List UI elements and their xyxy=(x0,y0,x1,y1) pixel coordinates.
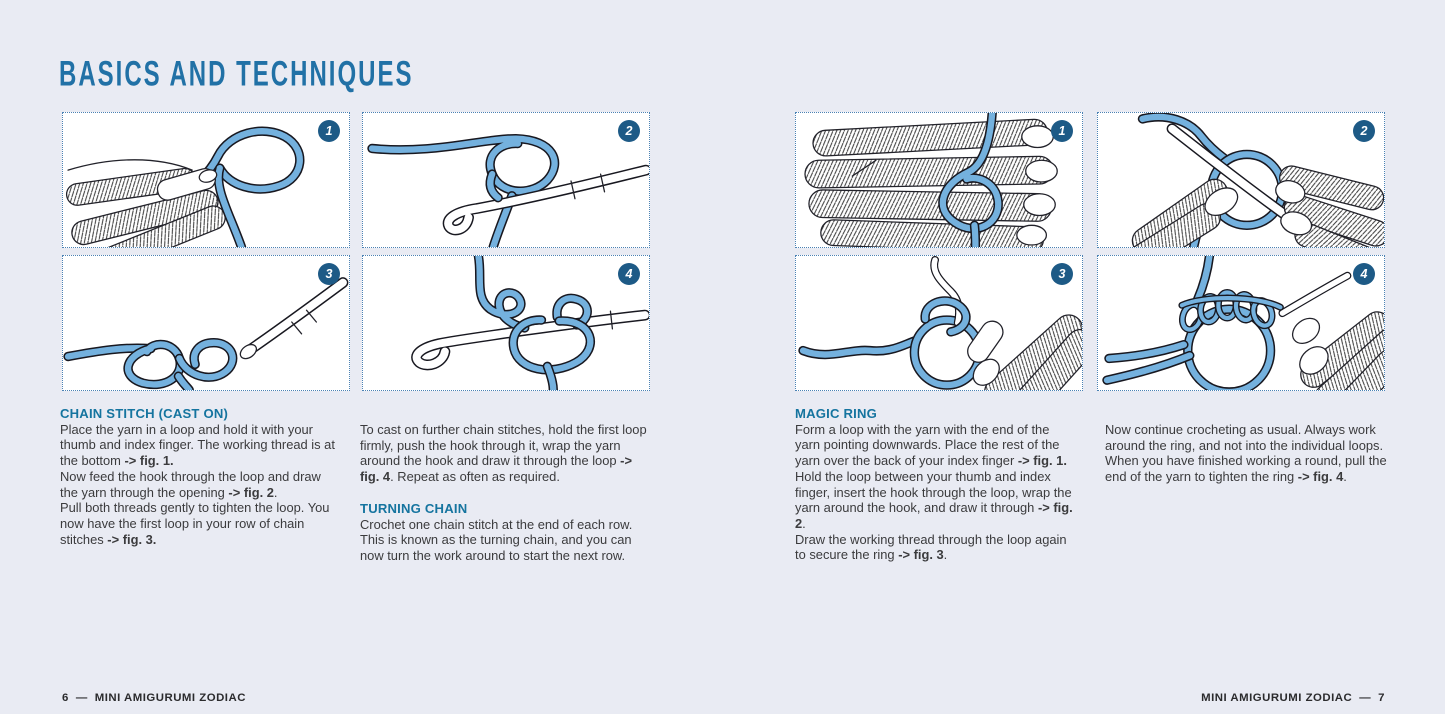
page-title: BASICS AND TECHNIQUES xyxy=(59,55,414,95)
figure-number-badge: 2 xyxy=(618,120,640,142)
figure-number-badge: 1 xyxy=(318,120,340,142)
footer-left xyxy=(62,692,246,704)
figure-panel-magic-ring-3 xyxy=(795,255,1083,391)
figure-panel-chain-stitch-2 xyxy=(362,112,650,248)
yarn-over-index-finger-illustration xyxy=(796,113,1082,247)
figure-number-badge: 4 xyxy=(1353,263,1375,285)
working-thread-through-loop-illustration xyxy=(796,256,1082,390)
paragraph: Pull both threads gently to tighten the loop. You now have the first loop in your row of chain stitches -> fig. 3. xyxy=(60,500,330,547)
page-bottom-strip xyxy=(0,714,1445,723)
yarn-wrapped-on-hook-illustration xyxy=(363,256,649,390)
column-magic-ring-continued xyxy=(1105,406,1395,485)
figure-number-badge: 1 xyxy=(1051,120,1073,142)
yarn-loop-in-hand-illustration xyxy=(63,113,349,247)
figure-number-badge: 2 xyxy=(1353,120,1375,142)
finished-magic-ring-illustration xyxy=(1098,256,1384,390)
paragraph: To cast on further chain stitches, hold the first loop firmly, push the hook through it, wrap the yarn around the hook and draw it through the loop -> fig. 4. Repeat as often as required. xyxy=(360,422,647,485)
hook-through-ring-two-hands-illustration xyxy=(1098,113,1384,247)
paragraph: Place the yarn in a loop and hold it with your thumb and index finger. The working thread is at the bottom -> fig. 1. xyxy=(60,421,335,469)
figure-number-badge: 3 xyxy=(318,263,340,285)
paragraph: Now continue crocheting as usual. Always work around the ring, and not into the individual loops. When you have finished working a round, pull the end of the yarn to tighten the ring -> fig. 4. xyxy=(1105,422,1387,485)
figure-panel-magic-ring-2 xyxy=(1097,112,1385,248)
figure-panel-chain-stitch-4 xyxy=(362,255,650,391)
footer-right xyxy=(1201,692,1385,704)
paragraph: Crochet one chain stitch at the end of each row. This is known as the turning chain, and you can now turn the work around to start the next row. xyxy=(360,516,633,563)
section-heading: MAGIC RING xyxy=(795,406,878,421)
page-number-left: 6 xyxy=(62,692,69,704)
paragraph: Draw the working thread through the loop again to secure the ring -> fig. 3. xyxy=(795,531,1067,563)
paragraph: Now feed the hook through the loop and draw the yarn through the opening -> fig. 2. xyxy=(60,468,321,500)
paragraph: Form a loop with the yarn with the end of the yarn pointing downwards. Place the rest of the yarn over the back of your index finger -> fig. 1. xyxy=(795,421,1067,469)
page-number-right: 7 xyxy=(1378,692,1385,704)
section-heading: TURNING CHAIN xyxy=(360,500,468,516)
figure-panel-magic-ring-1 xyxy=(795,112,1083,248)
section-heading: CHAIN STITCH (CAST ON) xyxy=(60,406,229,421)
column-chain-stitch-continued xyxy=(360,406,652,564)
figure-panel-chain-stitch-3 xyxy=(62,255,350,391)
figure-panel-magic-ring-4 xyxy=(1097,255,1385,391)
column-chain-stitch xyxy=(60,406,340,547)
figure-number-badge: 4 xyxy=(618,263,640,285)
figure-number-badge: 3 xyxy=(1051,263,1073,285)
footer-separator: — xyxy=(1359,692,1372,704)
book-title-left: MINI AMIGURUMI ZODIAC xyxy=(94,692,246,704)
hook-through-loop-illustration xyxy=(363,113,649,247)
paragraph: Hold the loop between your thumb and index finger, insert the hook through the loop, wrap the yarn around the hook, and draw it through -> fig. 2. xyxy=(795,468,1073,531)
book-title-right: MINI AMIGURUMI ZODIAC xyxy=(1201,692,1353,704)
footer-separator: — xyxy=(75,692,88,704)
column-magic-ring xyxy=(795,406,1075,563)
tightened-knot-on-hook-illustration xyxy=(63,256,349,390)
figure-panel-chain-stitch-1 xyxy=(62,112,350,248)
